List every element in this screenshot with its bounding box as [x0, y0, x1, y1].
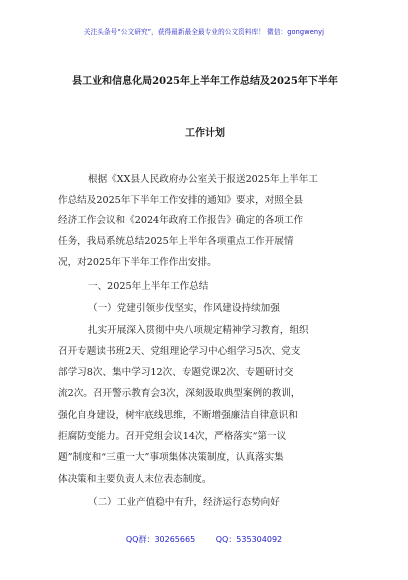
body-line-6: 扎实开展深入贯彻中央八项规定精神学习教育，组织	[88, 325, 309, 336]
body-line-10: 强化自身建设，树牢底线思维，不断增强廉洁自律意识和	[58, 410, 298, 421]
document-title-line-2: 工作计划	[185, 128, 225, 139]
body-line-4: 任务，我局系统总结2025年上半年各项重点工作开展情	[58, 236, 294, 247]
subsection-heading-2: （二）工业产值稳中有升，经济运行态势向好	[88, 497, 280, 508]
body-line-2: 作总结及2025年下半年工作安排的通知》要求，对照全县	[58, 195, 304, 206]
section-heading-1: 一、2025年上半年工作总结	[88, 281, 209, 292]
body-line-8: 部学习8次、集中学习12次、专题党课2次、专题研讨交	[58, 367, 294, 378]
footer-qq: QQ：535304092	[215, 535, 283, 544]
body-line-12: 题”制度和“三重一大”事项集体决策制度，认真落实集	[58, 452, 284, 463]
body-line-1: 根据《XX县人民政府办公室关于报送2025年上半年工	[88, 174, 318, 185]
body-line-5: 况，对2025年下半年工作作出安排。	[58, 257, 217, 268]
body-line-9: 流2次。召开警示教育会3次，深刻汲取典型案例的教训，	[58, 388, 301, 399]
body-line-7: 召开专题读书班2天、党组理论学习中心组学习5次、党支	[58, 346, 301, 357]
header-banner: 关注头条号“公文研究”，获得最新最全最专业的公文资料库！ 微信：gongwenyj	[83, 28, 325, 36]
body-line-11: 拒腐防变能力。召开党组会议14次，严格落实“第一议	[58, 431, 287, 442]
document-title-line-1: 县工业和信息化局2025年上半年工作总结及2025年下半年	[72, 76, 338, 87]
footer-contact	[0, 534, 408, 545]
body-line-13: 体决策和主要负责人末位表态制度。	[58, 474, 212, 485]
footer-qq-group: QQ群：30265665	[125, 535, 196, 544]
body-line-3: 经济工作会议和《2024年政府工作报告》确定的各项工作	[58, 215, 304, 226]
subsection-heading-1: （一）党建引领步伐坚实，作风建设持续加强	[88, 303, 280, 314]
